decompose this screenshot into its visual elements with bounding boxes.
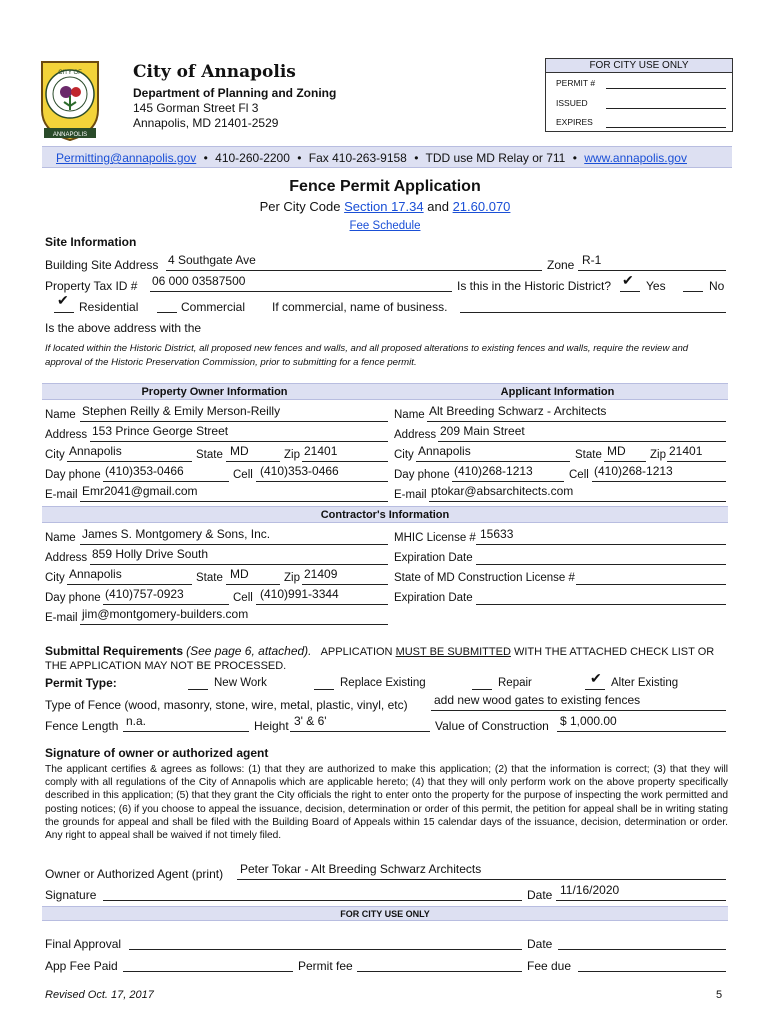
must-be-submitted: MUST BE SUBMITTED: [395, 646, 511, 658]
replace-existing-label: Replace Existing: [340, 677, 426, 689]
application-text: APPLICATION: [320, 646, 393, 658]
applicant-zip-label: Zip: [650, 449, 666, 461]
city-seal: [36, 58, 104, 142]
applicant-name-label: Name: [394, 409, 425, 421]
commercial-name-label: If commercial, name of business.: [272, 300, 448, 314]
permit-number-label: PERMIT #: [556, 78, 596, 88]
residential-label: Residential: [79, 300, 139, 314]
height-label: Height: [254, 719, 289, 733]
city-use-heading: FOR CITY USE ONLY: [42, 906, 728, 921]
signature-label: Signature: [45, 888, 97, 902]
contractor-state-label: State: [196, 572, 223, 584]
applicant-name-field[interactable]: [427, 421, 726, 422]
form-title: Fence Permit Application: [289, 178, 481, 195]
replace-existing-checkbox[interactable]: [314, 689, 334, 690]
applicant-city-value: Annapolis: [418, 444, 471, 458]
tax-id-field[interactable]: [150, 291, 452, 292]
applicant-name-value: Alt Breeding Schwarz - Architects: [429, 404, 607, 418]
fence-length-field[interactable]: [123, 731, 249, 732]
certification-text: The applicant certifies & agrees as follows: (1) that they are authorized to make this application; (2) that the information is correct; (3) that they will comply with all regulations of the City of Annapolis which are applicable hereto; (4) that they will only perform work on the above property specifically described in this application; (5) that they grant the City officials the right to enter onto the property for the purpose of inspecting the work permitted and posting notices; (6) if you choose to appeal the issuance, decision, determination or order of this permit, the petition for appeal shall be in writing stating the grounds for appeal and shall be filed with the Building Board of Appeals within 15 calendar days of the issuance, decision, determination or order. Any right to appeal shall be waived if not timely filed.: [45, 764, 728, 842]
owner-email-label: E-mail: [45, 489, 78, 501]
owner-name-value: Stephen Reilly & Emily Merson-Reilly: [82, 404, 281, 418]
applicant-state-field[interactable]: [604, 461, 646, 462]
construction-value-value: $ 1,000.00: [560, 714, 617, 728]
contractor-state-field[interactable]: [226, 584, 280, 585]
department-name: Department of Planning and Zoning: [133, 86, 337, 100]
applicant-state-value: MD: [607, 444, 626, 458]
contractor-day-phone-label: Day phone: [45, 592, 101, 604]
owner-city-label: City: [45, 449, 65, 461]
applicant-day-phone-field[interactable]: [452, 481, 564, 482]
applicant-cell-value: (410)268-1213: [594, 464, 673, 478]
contractor-cell-field[interactable]: [256, 604, 388, 605]
alter-existing-label: Alter Existing: [611, 677, 679, 689]
contractor-email-label: E-mail: [45, 612, 78, 624]
contractor-address-field[interactable]: [90, 564, 388, 565]
submittal-heading: Submittal Requirements: [45, 644, 184, 658]
approval-date-field[interactable]: [558, 949, 726, 950]
contractor-state-value: MD: [230, 567, 249, 581]
historic-no-label: No: [709, 279, 725, 293]
permit-type-label: Permit Type:: [45, 676, 117, 690]
contractor-address-label: Address: [45, 552, 88, 564]
department-address-2: Annapolis, MD 21401-2529: [133, 116, 279, 130]
contractor-zip-field[interactable]: [302, 584, 388, 585]
approval-date-label: Date: [527, 937, 553, 951]
permitting-email-link[interactable]: Permitting@annapolis.gov: [56, 151, 197, 165]
contractor-cell-label: Cell: [233, 592, 253, 604]
historic-yes-checkmark: ✔: [622, 272, 634, 288]
submittal-requirements: [45, 644, 729, 673]
owner-zip-field[interactable]: [302, 461, 388, 462]
residential-checkbox[interactable]: [54, 312, 74, 313]
contractor-day-phone-value: (410)757-0923: [105, 587, 184, 601]
permit-fee-field[interactable]: [357, 971, 522, 972]
repair-label: Repair: [498, 677, 532, 689]
applicant-email-field[interactable]: [429, 501, 726, 502]
above-address-label: Is the above address with the: [45, 321, 202, 335]
owner-info-heading: Property Owner Information: [141, 386, 288, 398]
and-text: and: [427, 199, 449, 214]
owner-address-label: Address: [45, 429, 88, 441]
sep: •: [297, 151, 302, 165]
applicant-zip-field[interactable]: [667, 461, 726, 462]
section-21-60-070-link[interactable]: 21.60.070: [452, 199, 511, 214]
owner-cell-field[interactable]: [256, 481, 388, 482]
expires-label: EXPIRES: [556, 117, 593, 127]
owner-name-field[interactable]: [80, 421, 388, 422]
issued-label: ISSUED: [556, 98, 588, 108]
per-city-code: Per City Code: [259, 199, 341, 214]
applicant-day-phone-value: (410)268-1213: [454, 464, 533, 478]
owner-city-field[interactable]: [67, 461, 192, 462]
contractor-email-value: jim@montgomery-builders.com: [82, 607, 249, 621]
page-number: 5: [716, 989, 723, 1001]
alter-existing-checkbox[interactable]: [585, 689, 605, 690]
owner-zip-value: 21401: [304, 444, 338, 458]
office-use-box: [545, 58, 733, 132]
mhic-expiration-label: Expiration Date: [394, 552, 473, 564]
owner-address-field[interactable]: [90, 441, 388, 442]
construction-value-field[interactable]: [557, 731, 726, 732]
website-link[interactable]: www.annapolis.gov: [584, 151, 687, 165]
final-approval-label: Final Approval: [45, 937, 122, 951]
historic-district-question: Is this in the Historic District?: [457, 279, 612, 293]
permit-fee-label: Permit fee: [298, 959, 353, 973]
phone-number: 410-260-2200: [215, 151, 290, 165]
historic-no-checkbox[interactable]: [683, 291, 703, 292]
applicant-address-field[interactable]: [438, 441, 726, 442]
owner-name-label: Name: [45, 409, 76, 421]
applicant-state-label: State: [575, 449, 602, 461]
applicant-email-value: ptokar@absarchitects.com: [431, 484, 574, 498]
applicant-city-field[interactable]: [416, 461, 570, 462]
owner-address-value: 153 Prince George Street: [92, 424, 229, 438]
owner-day-phone-field[interactable]: [103, 481, 229, 482]
expires-field[interactable]: [606, 127, 726, 128]
height-field[interactable]: [290, 731, 430, 732]
commercial-label: Commercial: [181, 300, 246, 314]
fence-length-value: n.a.: [126, 714, 147, 728]
signature-heading: Signature of owner or authorized agent: [45, 746, 269, 760]
agent-print-field[interactable]: [237, 879, 726, 880]
building-site-address-value: 4 Southgate Ave: [168, 253, 256, 267]
zone-label: Zone: [547, 258, 575, 272]
owner-zip-label: Zip: [284, 449, 300, 461]
owner-day-phone-value: (410)353-0466: [105, 464, 184, 478]
owner-state-field[interactable]: [226, 461, 280, 462]
sep: •: [203, 151, 208, 165]
contractor-info-heading: Contractor's Information: [42, 506, 728, 523]
mhic-field[interactable]: [476, 544, 726, 545]
signature-date-field[interactable]: [556, 900, 726, 901]
applicant-email-label: E-mail: [394, 489, 427, 501]
building-site-address-label: Building Site Address: [45, 258, 159, 272]
city-name: City of Annapolis: [133, 62, 296, 82]
revised-date: Revised Oct. 17, 2017: [45, 989, 154, 1001]
fee-due-field[interactable]: [578, 971, 726, 972]
fee-schedule-link[interactable]: Fee Schedule: [349, 220, 421, 232]
state-license-expiration-label: Expiration Date: [394, 592, 473, 604]
permit-number-field[interactable]: [606, 88, 726, 89]
applicant-zip-value: 21401: [669, 444, 703, 458]
mhic-value: 15633: [480, 527, 514, 541]
historic-yes-checkbox[interactable]: [620, 291, 640, 292]
owner-state-label: State: [196, 449, 223, 461]
contractor-name-value: James S. Montgomery & Sons, Inc.: [82, 527, 271, 541]
site-info-heading: Site Information: [45, 235, 137, 249]
residential-checkmark: ✔: [57, 292, 69, 308]
repair-checkbox[interactable]: [472, 689, 492, 690]
seal-top-text: CITY OF: [58, 70, 82, 76]
office-use-title: FOR CITY USE ONLY: [546, 59, 732, 73]
fee-due-label: Fee due: [527, 959, 572, 973]
contractor-cell-value: (410)991-3344: [260, 587, 339, 601]
applicant-cell-label: Cell: [569, 469, 589, 481]
signature-date-value: 11/16/2020: [560, 883, 620, 897]
zone-value: R-1: [582, 253, 602, 267]
app-fee-paid-label: App Fee Paid: [45, 959, 118, 973]
signature-date-label: Date: [527, 888, 553, 902]
seal-bottom-text: ANNAPOLIS: [52, 132, 88, 138]
see-page-note: (See page 6, attached).: [186, 644, 312, 658]
construction-value-label: Value of Construction: [435, 719, 549, 733]
tax-id-label: Property Tax ID #: [45, 279, 138, 293]
final-approval-field[interactable]: [129, 949, 522, 950]
contractor-zip-label: Zip: [284, 572, 300, 584]
height-value: 3' & 6': [294, 714, 327, 728]
mhic-label: MHIC License #: [394, 532, 476, 544]
fence-type-field[interactable]: [431, 710, 726, 711]
new-work-checkbox[interactable]: [188, 689, 208, 690]
owner-cell-value: (410)353-0466: [260, 464, 339, 478]
sep: •: [572, 151, 577, 165]
building-site-address-field[interactable]: [166, 270, 542, 271]
applicant-cell-field[interactable]: [592, 481, 726, 482]
applicant-info-heading: Applicant Information: [500, 386, 615, 398]
contractor-city-value: Annapolis: [69, 567, 122, 581]
contractor-address-value: 859 Holly Drive South: [92, 547, 209, 561]
owner-email-value: Emr2041@gmail.com: [82, 484, 198, 498]
city-code-line: [0, 199, 770, 214]
contractor-day-phone-field[interactable]: [103, 604, 229, 605]
contact-bar: [42, 146, 732, 168]
applicant-address-value: 209 Main Street: [440, 424, 525, 438]
zone-field[interactable]: [578, 270, 726, 271]
issued-field[interactable]: [606, 108, 726, 109]
owner-day-phone-label: Day phone: [45, 469, 101, 481]
department-address-1: 145 Gorman Street Fl 3: [133, 101, 259, 115]
owner-state-value: MD: [230, 444, 249, 458]
state-license-field[interactable]: [576, 584, 726, 585]
contractor-zip-value: 21409: [304, 567, 338, 581]
tax-id-value: 06 000 03587500: [152, 274, 246, 288]
fence-length-label: Fence Length: [45, 719, 119, 733]
applicant-day-phone-label: Day phone: [394, 469, 450, 481]
contractor-city-field[interactable]: [67, 584, 192, 585]
mhic-expiration-field[interactable]: [476, 564, 726, 565]
new-work-label: New Work: [214, 677, 267, 689]
sep: •: [414, 151, 419, 165]
contractor-name-field[interactable]: [80, 544, 388, 545]
fax-number: Fax 410-263-9158: [308, 151, 407, 165]
signature-field[interactable]: [103, 900, 522, 901]
app-fee-paid-field[interactable]: [123, 971, 293, 972]
commercial-checkbox[interactable]: [157, 312, 177, 313]
tdd-info: TDD use MD Relay or 711: [425, 151, 566, 165]
fence-type-value: add new wood gates to existing fences: [434, 693, 641, 707]
submittal-text-2: WITH THE ATTACHED CHECK LIST OR THE APPLICATION MAY NOT BE PROCESSED.: [45, 646, 715, 672]
agent-print-value: Peter Tokar - Alt Breeding Schwarz Architects: [240, 862, 482, 876]
agent-print-label: Owner or Authorized Agent (print): [45, 867, 224, 881]
owner-cell-label: Cell: [233, 469, 253, 481]
business-name-field[interactable]: [460, 312, 726, 313]
applicant-city-label: City: [394, 449, 414, 461]
contractor-city-label: City: [45, 572, 65, 584]
owner-email-field[interactable]: [80, 501, 388, 502]
contractor-email-field[interactable]: [80, 624, 388, 625]
alter-existing-checkmark: ✔: [590, 670, 602, 686]
state-license-expiration-field[interactable]: [476, 604, 726, 605]
historic-note: If located within the Historic District, all proposed new fences and walls, and all proposed alterations to existing fences and walls, require the review and approval of the Historic Preservation Commission, prior to submitting for a fence permit.: [45, 343, 689, 368]
contractor-name-label: Name: [45, 532, 76, 544]
state-license-label: State of MD Construction License #: [394, 572, 575, 584]
applicant-address-label: Address: [394, 429, 437, 441]
historic-yes-label: Yes: [646, 279, 666, 293]
fence-type-label: Type of Fence (wood, masonry, stone, wire, metal, plastic, vinyl, etc): [45, 698, 408, 712]
owner-city-value: Annapolis: [69, 444, 122, 458]
section-17-34-link[interactable]: Section 17.34: [344, 199, 424, 214]
